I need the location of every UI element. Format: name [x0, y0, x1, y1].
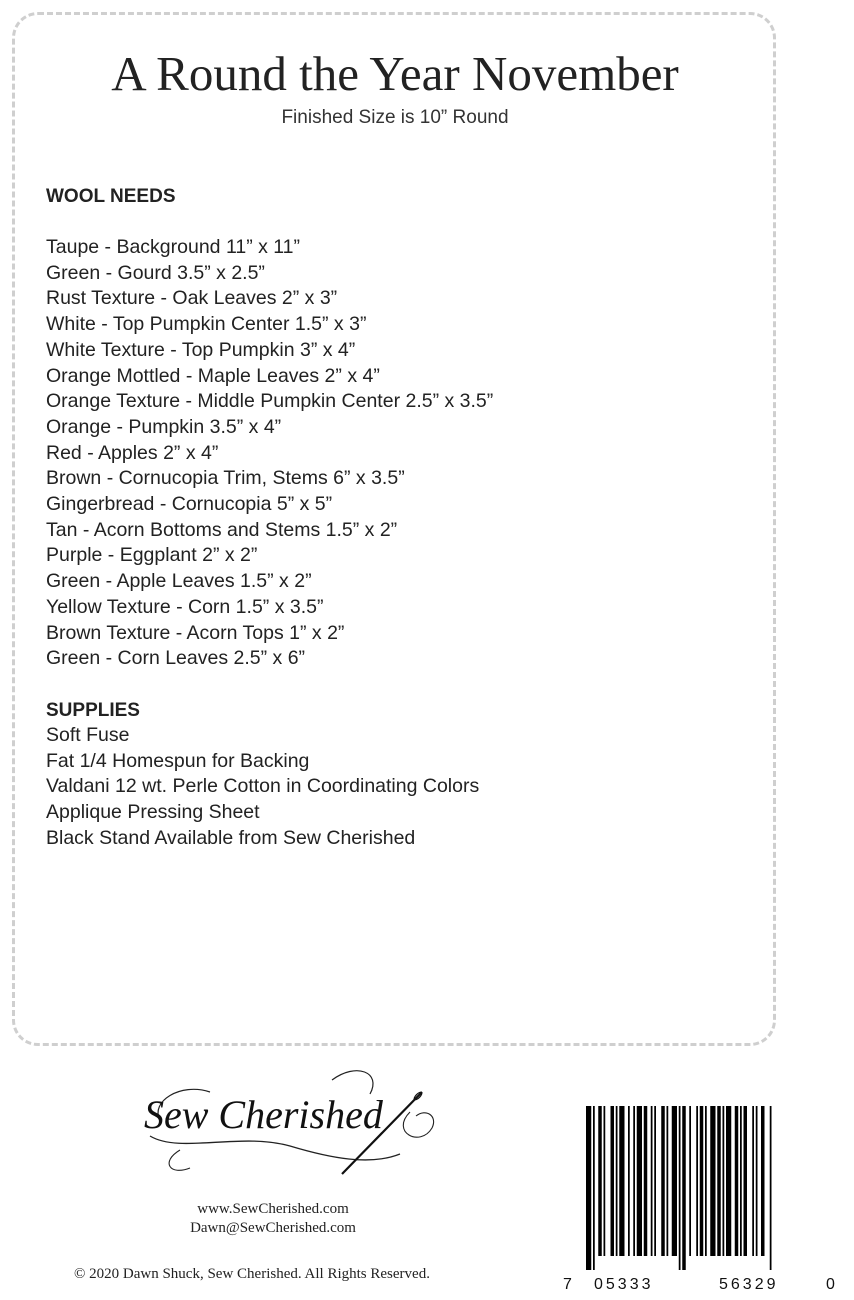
- barcode: [578, 1106, 840, 1270]
- barcode-bar: [611, 1106, 615, 1256]
- barcode-group-left: 05333: [594, 1276, 654, 1293]
- list-item: Gingerbread - Cornucopia 5” x 5”: [46, 493, 333, 516]
- barcode-bar: [679, 1106, 681, 1270]
- barcode-bar: [586, 1106, 591, 1270]
- barcode-bar: [633, 1106, 635, 1256]
- barcode-bar: [604, 1106, 606, 1256]
- list-item: Applique Pressing Sheet: [46, 801, 260, 824]
- supplies-heading: SUPPLIES: [46, 700, 140, 721]
- barcode-bar: [598, 1106, 602, 1256]
- email-link[interactable]: Dawn@SewCherished.com: [190, 1220, 356, 1236]
- list-item: Tan - Acorn Bottoms and Stems 1.5” x 2”: [46, 518, 398, 541]
- barcode-bar: [628, 1106, 630, 1256]
- page-title: A Round the Year November: [111, 46, 679, 101]
- wool-needs-list: [46, 235, 493, 672]
- list-item: Yellow Texture - Corn 1.5” x 3.5”: [46, 595, 324, 618]
- logo-text: Sew Cherished: [144, 1092, 383, 1137]
- copyright-notice: © 2020 Dawn Shuck, Sew Cherished. All Rights Reserved.: [74, 1266, 430, 1282]
- website-link[interactable]: www.SewCherished.com: [197, 1201, 349, 1217]
- list-item: Brown Texture - Acorn Tops 1” x 2”: [46, 621, 345, 644]
- list-item: Orange Mottled - Maple Leaves 2” x 4”: [46, 364, 380, 387]
- barcode-bar: [756, 1106, 758, 1256]
- list-item: Green - Corn Leaves 2.5” x 6”: [46, 647, 306, 670]
- barcode-bar: [619, 1106, 624, 1256]
- list-item: Rust Texture - Oak Leaves 2” x 3”: [46, 287, 338, 310]
- barcode-bar: [644, 1106, 648, 1256]
- barcode-bar: [740, 1106, 742, 1256]
- list-item: Soft Fuse: [46, 724, 130, 746]
- list-item: Valdani 12 wt. Perle Cotton in Coordinating Colors: [46, 775, 480, 798]
- barcode-bar: [726, 1106, 731, 1256]
- barcode-bar: [616, 1106, 618, 1256]
- list-item: Green - Gourd 3.5” x 2.5”: [46, 261, 265, 284]
- barcode-group-right: 56329: [719, 1276, 779, 1293]
- list-item: White - Top Pumpkin Center 1.5” x 3”: [46, 313, 367, 336]
- barcode-bar: [593, 1106, 595, 1270]
- list-item: Black Stand Available from Sew Cherished: [46, 826, 416, 849]
- list-item: Red - Apples 2” x 4”: [46, 441, 219, 464]
- barcode-bar: [667, 1106, 669, 1256]
- list-item: Brown - Cornucopia Trim, Stems 6” x 3.5”: [46, 467, 405, 490]
- barcode-digit-first: 7: [563, 1276, 575, 1293]
- list-item: White Texture - Top Pumpkin 3” x 4”: [46, 338, 356, 361]
- barcode-bar: [735, 1106, 739, 1256]
- barcode-bar: [705, 1106, 707, 1256]
- barcode-bar: [654, 1106, 656, 1256]
- barcode-bar: [700, 1106, 704, 1256]
- list-item: Fat 1/4 Homespun for Backing: [46, 749, 310, 772]
- barcode-digit-last: 0: [826, 1276, 838, 1293]
- wool-needs-heading: WOOL NEEDS: [46, 186, 176, 207]
- list-item: Orange - Pumpkin 3.5” x 4”: [46, 415, 282, 438]
- barcode-bar: [637, 1106, 642, 1256]
- barcode-bar: [672, 1106, 677, 1256]
- sew-cherished-logo: [120, 1062, 440, 1182]
- barcode-bar: [696, 1106, 698, 1256]
- barcode-bar: [710, 1106, 715, 1256]
- barcode-bar: [770, 1106, 772, 1270]
- barcode-bar: [717, 1106, 721, 1256]
- barcode-bar: [689, 1106, 691, 1256]
- barcode-bar: [761, 1106, 765, 1256]
- finished-size-subtitle: Finished Size is 10” Round: [281, 107, 509, 128]
- barcode-bar: [651, 1106, 653, 1256]
- barcode-bar: [752, 1106, 754, 1256]
- barcode-bar: [682, 1106, 686, 1270]
- supplies-list: [46, 723, 479, 852]
- list-item: Orange Texture - Middle Pumpkin Center 2.5” x 3.5”: [46, 390, 494, 413]
- barcode-bar: [661, 1106, 665, 1256]
- list-item: Purple - Eggplant 2” x 2”: [46, 544, 258, 567]
- list-item: Taupe - Background 11” x 11”: [46, 236, 301, 258]
- list-item: Green - Apple Leaves 1.5” x 2”: [46, 570, 312, 593]
- barcode-bar: [744, 1106, 748, 1256]
- barcode-bar: [723, 1106, 725, 1256]
